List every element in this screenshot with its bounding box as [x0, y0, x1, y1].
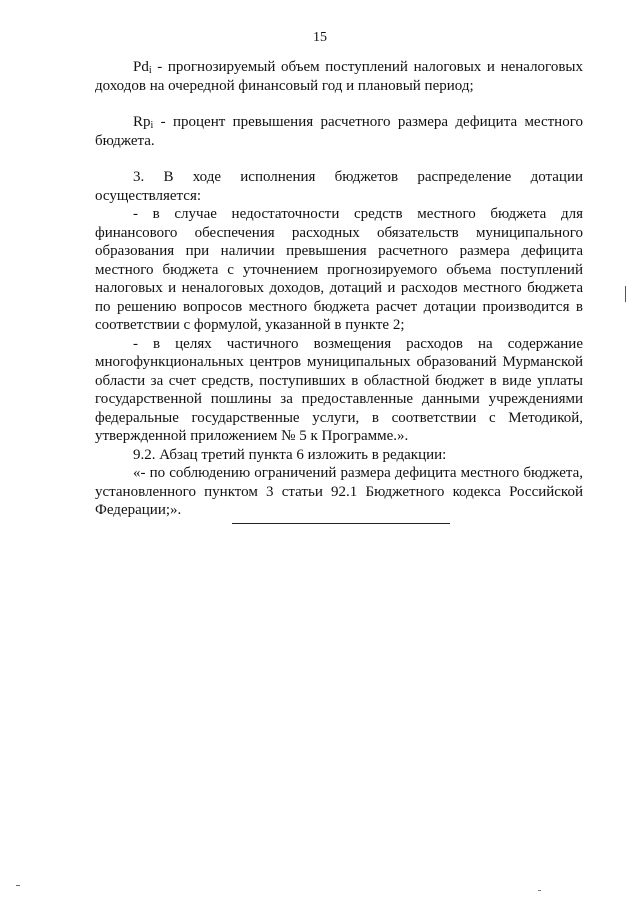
paragraph-3-item-2: - в целях частичного возмещения расходов на содержание многофункциональных центров муниципальных образований Мурманской области за счет средств, поступивших в областной бюджет в виде уплаты государственной пошлины за предоставленные данными учреждениями федеральные государственные услуги, в соответствии с Методикой, утвержденной приложением № 5 к Программе.».	[95, 335, 583, 444]
corner-scan-mark-right	[538, 890, 541, 891]
pd-symbol: Pd	[133, 59, 149, 75]
definitions-block	[95, 58, 583, 520]
paragraph-3-intro: 3. В ходе исполнения бюджетов распределение дотации осуществляется:	[95, 169, 583, 204]
paragraph-9-2-intro: 9.2. Абзац третий пункта 6 изложить в редакции:	[133, 446, 447, 463]
page-number: 15	[313, 30, 327, 45]
pd-variable	[133, 59, 152, 75]
definition-rp	[95, 113, 583, 150]
rp-definition-text: - процент превышения расчетного размера дефицита местного бюджета.	[95, 114, 583, 149]
pd-definition-text: - прогнозируемый объем поступлений налоговых и неналоговых доходов на очередной финансовый год и плановый период;	[95, 59, 583, 94]
paragraph-3-item-1: - в случае недостаточности средств местного бюджета для финансового обеспечения расходных обязательств муниципального образования при наличии превышения расчетного размера дефицита местного бюджета с уточнением прогнозируемого объема поступлений налоговых и неналоговых доходов, дотаций и расходов местного бюджета по решению вопросов местного бюджета расчет дотации производится в соответствии с формулой, указанной в пункте 2;	[95, 206, 583, 333]
rp-symbol: Rp	[133, 114, 151, 130]
paragraph-9-2-quote: «- по соблюдению ограничений размера дефицита местного бюджета, установленного пунктом 3 статьи 92.1 Бюджетного кодекса Российской Федерации;».	[95, 465, 583, 518]
rp-variable	[133, 114, 153, 130]
rp-subscript: i	[150, 120, 154, 131]
corner-scan-mark-left	[16, 885, 20, 886]
end-separator-line	[232, 523, 450, 524]
definition-pd	[95, 58, 583, 95]
margin-scan-mark	[625, 286, 626, 302]
pd-subscript: i	[148, 65, 152, 76]
